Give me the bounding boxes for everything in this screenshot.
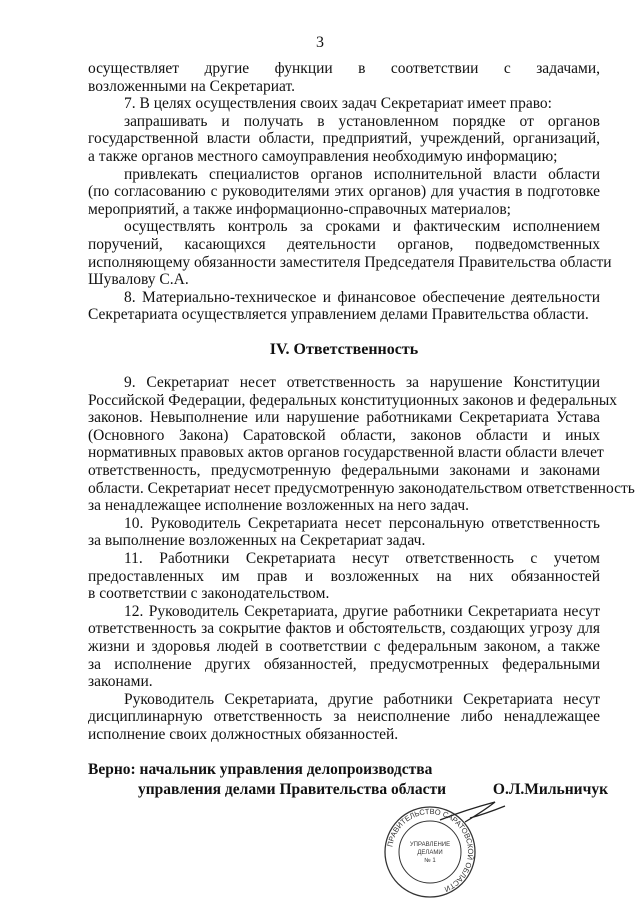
text-line: предоставленных им прав и возложенных на них обязанностей [88,567,600,585]
text-line: (Основного Закона) Саратовской области, законов области и иных [88,426,600,444]
text-line: 11. Работники Секретариата несут ответственность с учетом [124,549,600,567]
text-line: Секретариата осуществляется управлением делами Правительства области. [88,306,589,324]
paragraph [88,603,600,691]
text-line: жизни и здоровья людей в соответствии с федеральным законом, а также [88,637,600,655]
text-line: за выполнение возложенных на Секретариат задач. [88,532,426,550]
text-line: а также органов местного самоуправления необходимую информацию; [88,147,558,165]
text-line: поручений, касающихся деятельности органов, подведомственных [88,235,600,253]
svg-text:УПРАВЛЕНИЕ: УПРАВЛЕНИЕ [409,842,451,848]
text-line: возложенными на Секретариат. [88,77,296,95]
text-line: осуществлять контроль за сроками и фактическим исполнением [124,218,600,236]
text-line: 12. Руководитель Секретариата, другие работники Секретариата несут [124,602,600,620]
official-stamp-seal [380,800,560,905]
text-line: (по согласованию с руководителями этих органов) для участия в подготовке [88,183,600,201]
paragraphs-responsibility [88,374,635,743]
paragraph [88,691,600,744]
text-line: области. Секретариат несет предусмотренную законодательством ответственность [88,479,635,497]
text-line: Шувалову С.А. [88,271,189,289]
section-heading: IV. Ответственность [269,341,419,358]
text-line: 7. В целях осуществления своих задач Секретариат имеет право: [124,95,552,113]
signatory-name: О.Л.Мильничук [492,781,608,798]
paragraph [88,289,600,324]
svg-text:ДЕЛАМИ: ДЕЛАМИ [417,850,443,856]
text-line: исполнение своих должностных обязанностей. [88,725,399,743]
signature-line-2: управления делами Правительства области [138,781,447,798]
text-line: за исполнение других обязанностей, предусмотренных федеральными [88,655,600,673]
text-line: в соответствии с законодательством. [88,585,330,603]
paragraph [88,550,600,603]
text-line: Российской Федерации, федеральных конституционных законов и федеральных [88,391,618,409]
signature-block [88,760,608,800]
signature-line-1: Верно: начальник управления делопроизводства [88,761,433,778]
text-line: осуществляет другие функции в соответствии с задачами, [88,60,600,77]
paragraph [88,60,600,95]
page-number: 3 [316,34,324,51]
text-line: 10. Руководитель Секретариата несет персональную ответственность [124,514,600,532]
paragraph [88,374,635,515]
text-line: государственной власти области, предприятий, учреждений, организаций, [88,130,600,148]
text-line: 9. Секретариат несет ответственность за нарушение Конституции [124,374,600,391]
paragraphs-rights [88,60,612,324]
text-line: исполняющему обязанности заместителя Председателя Правительства области [88,253,612,271]
text-line: мероприятий, а также информационно-справочных материалов; [88,200,511,218]
text-line: за ненадлежащее исполнение возложенных на него задач. [88,497,469,515]
text-line: ответственность, предусмотренную федеральными законами и законами [88,461,600,479]
text-line: дисциплинарную ответственность за неисполнение либо ненадлежащее [88,708,600,726]
paragraph [88,515,600,550]
text-line: законами. [88,673,153,691]
text-line: ответственность за сокрытие фактов и обстоятельств, создающих угрозу для [88,620,600,638]
paragraph [88,95,600,113]
paragraph [88,113,600,166]
paragraph [88,218,612,289]
svg-text:№ 1: № 1 [424,858,436,864]
text-line: Руководитель Секретариата, другие работники Секретариата несут [124,690,600,708]
text-line: 8. Материально-техническое и финансовое обеспечение деятельности [124,288,600,306]
text-line: привлекать специалистов органов исполнительной власти области [124,165,600,183]
text-line: запрашивать и получать в установленном порядке от органов [124,112,600,130]
svg-text:ПРАВИТЕЛЬСТВО САРАТОВСКОЙ ОБЛА: ПРАВИТЕЛЬСТВО САРАТОВСКОЙ ОБЛАСТИ [385,806,476,894]
text-line: законов. Невыполнение или нарушение работниками Секретариата Устава [88,409,600,427]
paragraph [88,166,600,219]
text-line: нормативных правовых актов органов государственной власти области влечет [88,444,604,462]
